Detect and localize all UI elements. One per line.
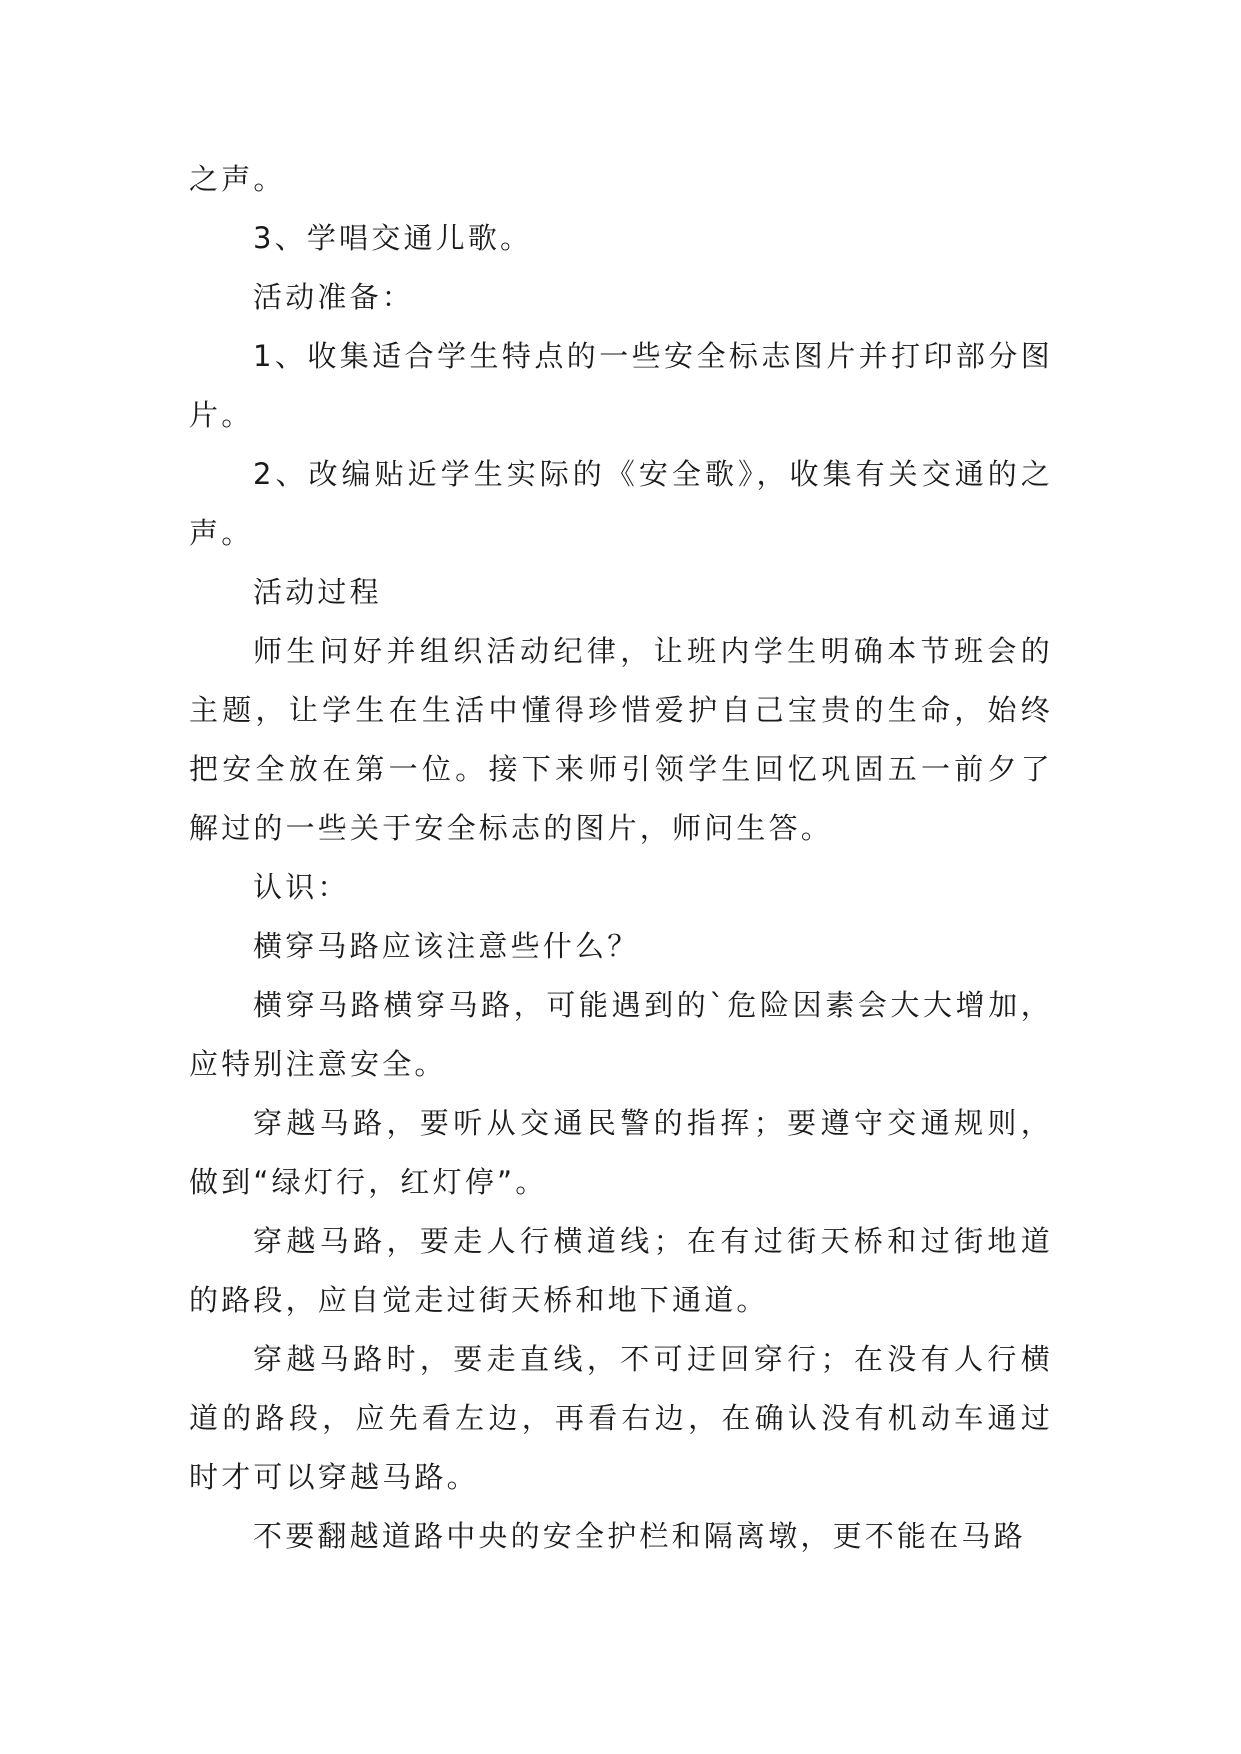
paragraph-crossing-straight: 穿越马路时，要走直线，不可迂回穿行；在没有人行横道的路段，应先看左边，再看右边，在确认没有机动车通过时才可以穿越马路。 — [189, 1342, 1053, 1494]
document-body — [189, 150, 1053, 1566]
paragraph-process-intro: 师生问好并组织活动纪律，让班内学生明确本节班会的主题，让学生在生活中懂得珍惜爱护自己宝贵的生命，始终把安全放在第一位。接下来师引领学生回忆巩固五一前夕了解过的一些关于安全标志的图片，师问生答。 — [189, 634, 1053, 845]
heading-recognition: 认识： — [253, 870, 350, 904]
paragraph-preparation-1: 1、收集适合学生特点的一些安全标志图片并打印部分图片。 — [189, 339, 1053, 432]
paragraph-crossing-danger: 横穿马路横穿马路，可能遇到的`危险因素会大大增加，应特别注意安全。 — [189, 988, 1053, 1081]
paragraph-crossing-crosswalk: 穿越马路，要走人行横道线；在有过街天桥和过街地道的路段，应自觉走过街天桥和地下通道。 — [189, 1224, 1053, 1317]
question-crossing-road: 横穿马路应该注意些什么？ — [253, 929, 640, 963]
paragraph-preparation-2: 2、改编贴近学生实际的《安全歌》，收集有关交通的之声。 — [189, 457, 1053, 550]
paragraph-crossing-barrier: 不要翻越道路中央的安全护栏和隔离墩，更不能在马路 — [253, 1519, 1026, 1553]
heading-activity-process: 活动过程 — [253, 575, 382, 609]
paragraph-continuation: 之声。 — [189, 162, 286, 196]
heading-activity-preparation: 活动准备： — [253, 280, 415, 314]
paragraph-crossing-police: 穿越马路，要听从交通民警的指挥；要遵守交通规则，做到“绿灯行，红灯停”。 — [189, 1106, 1053, 1199]
paragraph-goal-3: 3、学唱交通儿歌。 — [253, 221, 533, 255]
